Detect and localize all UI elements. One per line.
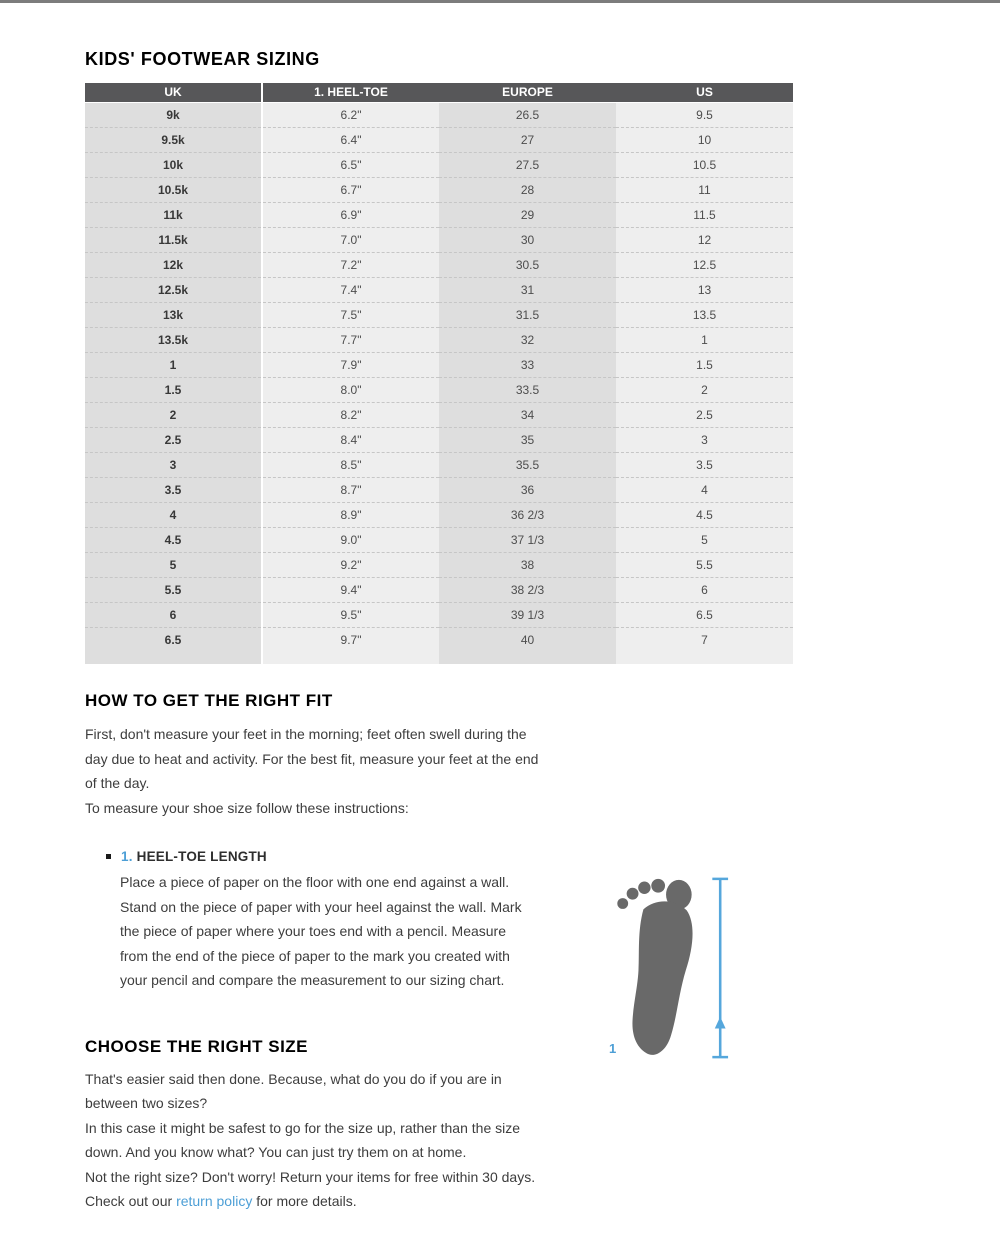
size-cell: 6.5: [85, 627, 262, 652]
size-cell: 5: [616, 527, 793, 552]
size-cell: 3: [85, 452, 262, 477]
choose-paragraph-2: In this case it might be safest to go for the size up, rather than the size down. And you know what? You can just try them on at home.: [85, 1119, 521, 1160]
table-row: [85, 402, 793, 427]
column-header: EUROPE: [439, 83, 616, 102]
size-cell: 8.0": [262, 377, 439, 402]
size-cell: 4: [85, 502, 262, 527]
size-cell: 7.2": [262, 252, 439, 277]
step-instructions: Place a piece of paper on the floor with one end against a wall. Stand on the piece of paper with your heel against the wall. Mark the piece of paper where your toes end with a pencil. Measure from the end of the piece of paper to the mark you created with your pencil and compare the measurement to our sizing chart.: [120, 874, 522, 988]
table-row: [85, 252, 793, 277]
size-cell: 7.9": [262, 352, 439, 377]
size-cell: 3.5: [616, 452, 793, 477]
size-cell: 26.5: [439, 102, 616, 127]
spacer-cell: [616, 652, 793, 664]
spacer-cell: [85, 652, 262, 664]
size-cell: 9.4": [262, 577, 439, 602]
size-chart-header: [85, 83, 793, 102]
spacer-cell: [262, 652, 439, 664]
foot-measurement-figure: [603, 872, 735, 1064]
size-cell: 11.5: [616, 202, 793, 227]
size-cell: 8.7": [262, 477, 439, 502]
measurement-arrow-icon: [712, 879, 728, 1057]
size-cell: 40: [439, 627, 616, 652]
size-cell: 4.5: [616, 502, 793, 527]
step-title: HEEL-TOE LENGTH: [136, 849, 267, 864]
column-header: UK: [85, 83, 262, 102]
fit-paragraph-1: First, don't measure your feet in the morning; feet often swell during the day due to heat and activity. For the best fit, measure your feet at the end of the day.: [85, 726, 539, 791]
size-cell: 5.5: [85, 577, 262, 602]
table-row: [85, 427, 793, 452]
table-row: [85, 177, 793, 202]
size-cell: 2: [85, 402, 262, 427]
size-cell: 36 2/3: [439, 502, 616, 527]
table-row: [85, 527, 793, 552]
size-cell: 30: [439, 227, 616, 252]
fit-section-heading: HOW TO GET THE RIGHT FIT: [85, 691, 333, 710]
fit-paragraph-2: To measure your shoe size follow these instructions:: [85, 799, 409, 816]
spacer-cell: [439, 652, 616, 664]
table-row: [85, 127, 793, 152]
size-cell: 4.5: [85, 527, 262, 552]
size-cell: 27: [439, 127, 616, 152]
header-row: [85, 83, 793, 102]
return-policy-link[interactable]: return policy: [176, 1193, 253, 1209]
table-row: [85, 352, 793, 377]
size-cell: 6.7": [262, 177, 439, 202]
step-number: 1.: [121, 849, 133, 864]
table-row: [85, 277, 793, 302]
size-cell: 30.5: [439, 252, 616, 277]
choose-paragraph-1: That's easier said then done. Because, what do you do if you are in between two sizes?: [85, 1070, 502, 1111]
size-cell: 5.5: [616, 552, 793, 577]
size-cell: 11k: [85, 202, 262, 227]
size-cell: 9.7": [262, 627, 439, 652]
table-row: [85, 327, 793, 352]
size-cell: 2: [616, 377, 793, 402]
size-cell: 6.5": [262, 152, 439, 177]
size-cell: 13.5k: [85, 327, 262, 352]
table-row: [85, 502, 793, 527]
column-header: 1. HEEL-TOE: [262, 83, 439, 102]
size-cell: 7.0": [262, 227, 439, 252]
size-cell: 28: [439, 177, 616, 202]
size-chart-body: [85, 102, 793, 664]
size-cell: 12: [616, 227, 793, 252]
size-cell: 5: [85, 552, 262, 577]
size-cell: 3: [616, 427, 793, 452]
table-row: [85, 202, 793, 227]
size-cell: 10k: [85, 152, 262, 177]
table-row: [85, 477, 793, 502]
size-cell: 6.5: [616, 602, 793, 627]
size-cell: 9k: [85, 102, 262, 127]
size-cell: 13.5: [616, 302, 793, 327]
size-cell: 9.5": [262, 602, 439, 627]
size-cell: 6: [85, 602, 262, 627]
size-chart-table: [85, 83, 793, 664]
table-row: [85, 377, 793, 402]
size-cell: 32: [439, 327, 616, 352]
table-row: [85, 302, 793, 327]
table-row: [85, 602, 793, 627]
size-cell: 35: [439, 427, 616, 452]
size-cell: 37 1/3: [439, 527, 616, 552]
size-cell: 4: [616, 477, 793, 502]
page-title: KIDS' FOOTWEAR SIZING: [85, 49, 320, 69]
size-cell: 27.5: [439, 152, 616, 177]
size-cell: 2.5: [85, 427, 262, 452]
size-cell: 10: [616, 127, 793, 152]
size-cell: 33: [439, 352, 616, 377]
size-cell: 11: [616, 177, 793, 202]
size-cell: 31.5: [439, 302, 616, 327]
size-cell: 12.5: [616, 252, 793, 277]
size-cell: 39 1/3: [439, 602, 616, 627]
size-cell: 7.5": [262, 302, 439, 327]
size-cell: 8.2": [262, 402, 439, 427]
size-cell: 34: [439, 402, 616, 427]
size-cell: 12k: [85, 252, 262, 277]
size-cell: 7.7": [262, 327, 439, 352]
column-header: US: [616, 83, 793, 102]
choose-paragraph-3-suffix: for more details.: [252, 1193, 357, 1209]
table-row: [85, 152, 793, 177]
size-cell: 38 2/3: [439, 577, 616, 602]
size-cell: 7: [616, 627, 793, 652]
size-cell: 9.2": [262, 552, 439, 577]
size-cell: 29: [439, 202, 616, 227]
square-bullet-icon: [106, 854, 111, 859]
size-cell: 1.5: [616, 352, 793, 377]
table-row: [85, 102, 793, 127]
size-cell: 1.5: [85, 377, 262, 402]
size-cell: 6.2": [262, 102, 439, 127]
foot-icon: [603, 872, 735, 1064]
size-cell: 12.5k: [85, 277, 262, 302]
size-cell: 38: [439, 552, 616, 577]
choose-paragraph-3: [85, 1165, 543, 1214]
size-cell: 9.0": [262, 527, 439, 552]
size-cell: 8.9": [262, 502, 439, 527]
size-cell: 35.5: [439, 452, 616, 477]
table-row: [85, 452, 793, 477]
choose-paragraph-3-prefix: Not the right size? Don't worry! Return your items for free within 30 days. Check out our: [85, 1168, 536, 1209]
step-heading-row: [106, 849, 793, 864]
size-cell: 2.5: [616, 402, 793, 427]
step-heading: [121, 849, 267, 864]
size-cell: 7.4": [262, 277, 439, 302]
size-cell: 1: [85, 352, 262, 377]
size-cell: 10.5: [616, 152, 793, 177]
size-cell: 3.5: [85, 477, 262, 502]
choose-section-heading: CHOOSE THE RIGHT SIZE: [85, 1036, 309, 1056]
figure-label-1: 1: [609, 1041, 617, 1056]
size-cell: 1: [616, 327, 793, 352]
size-cell: 36: [439, 477, 616, 502]
size-cell: 13k: [85, 302, 262, 327]
size-cell: 6.9": [262, 202, 439, 227]
table-row: [85, 552, 793, 577]
size-cell: 6: [616, 577, 793, 602]
table-row: [85, 627, 793, 652]
table-row: [85, 227, 793, 252]
size-cell: 11.5k: [85, 227, 262, 252]
table-row: [85, 577, 793, 602]
size-cell: 6.4": [262, 127, 439, 152]
table-bottom-spacer: [85, 652, 793, 664]
size-cell: 10.5k: [85, 177, 262, 202]
size-cell: 31: [439, 277, 616, 302]
size-cell: 33.5: [439, 377, 616, 402]
size-cell: 8.4": [262, 427, 439, 452]
size-cell: 9.5k: [85, 127, 262, 152]
size-cell: 9.5: [616, 102, 793, 127]
size-cell: 8.5": [262, 452, 439, 477]
size-cell: 13: [616, 277, 793, 302]
